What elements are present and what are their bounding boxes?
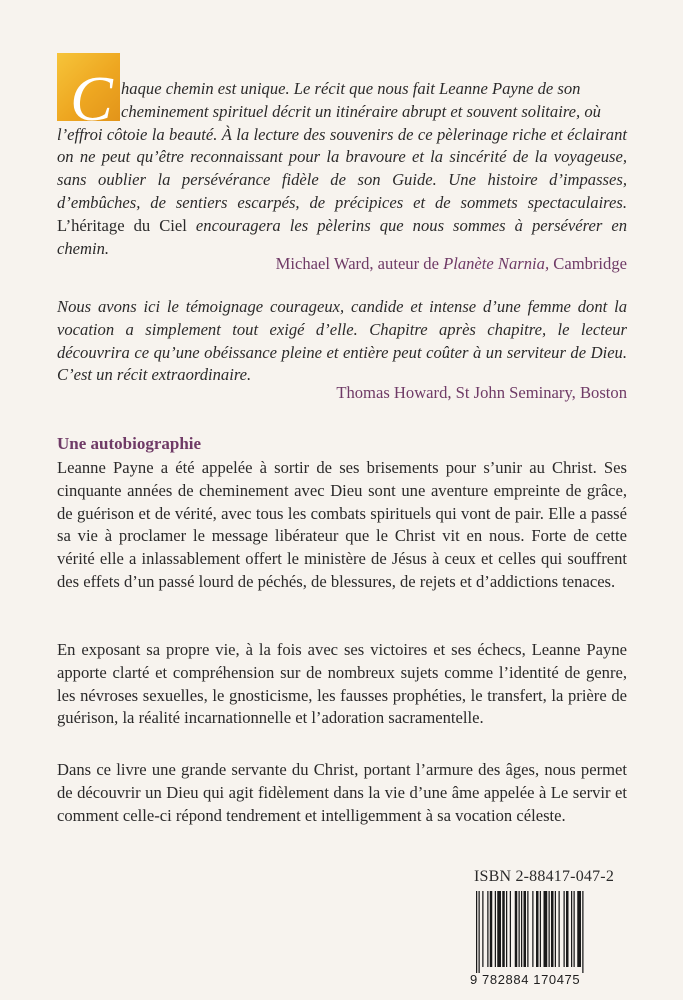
quote-ward-body: l’effroi côtoie la beauté. À la lecture des souvenirs de ce pèlerinage riche et éclairant on ne peut qu’être reconnaissant pour la bravoure et la sincérité de la voyageuse, sans oublier la persévérance fidèle de son Guide. Une histoire d’impasses, d’embûches, de sentiers escarpés, de précipices et de sommets spectaculaires. (57, 124, 627, 212)
paragraph-3-text: Dans ce livre une grande servante du Christ, portant l’armure des âges, nous permet de découvrir un Dieu qui agit fidèlement dans la vie d’une âme appelée à Le servir et comment celle-ci répond tendrement et intelligemment à sa vocation céleste. (57, 760, 627, 825)
paragraph-2 (57, 639, 627, 730)
barcode-digits: 9 782884 170475 (470, 972, 581, 987)
quote-ward-line2: cheminement spirituel décrit un itinéraire abrupt et souvent solitaire, où (121, 101, 601, 121)
paragraph-2-text: En exposant sa propre vie, à la fois avec ses victoires et ses échecs, Leanne Payne apporte clarté et compréhension sur de nombreux sujets comme l’identité de genre, les névroses sexuelles, le gnosticisme, les fausses prophéties, le transfert, la prière de guérison, la réalité incarnationnelle et l’adoration sacramentelle. (57, 640, 627, 728)
attribution-ward-suffix: Cambridge (549, 254, 627, 273)
paragraph-1-text: Leanne Payne a été appelée à sortir de ses brisements pour s’unir au Christ. Ses cinquante années de cheminement avec Dieu sont une aventure empreinte de grâce, de guérison et de vérité, avec tous les combats spirituels qui vont de pair. Elle a passé sa vie à proclamer le message libérateur que le Christ vit en nous. Forte de cette vérité elle a inlassablement offert le ministère de Jésus à ceux et celles qui souffrent des effets d’un passé lourd de péchés, de blessures, de rejets et d’addictions tenaces. (57, 458, 627, 591)
attribution-ward-prefix: Michael Ward, auteur de (275, 254, 444, 273)
quote-howard (57, 296, 627, 387)
attribution-ward-book: Planète Narnia, (443, 254, 550, 273)
paragraph-3 (57, 759, 627, 827)
attribution-ward (276, 254, 627, 274)
book-title-inline: L’héritage du Ciel (57, 215, 196, 235)
attribution-howard: Thomas Howard, St John Seminary, Boston (336, 383, 627, 402)
paragraph-1 (57, 457, 627, 594)
isbn-number: ISBN 2-88417-047-2 (474, 868, 615, 885)
dropcap-letter: C (70, 63, 113, 121)
quote-ward-ending: encouragera les pèlerins que nous sommes à persévérer en chemin. (57, 215, 627, 258)
barcode (474, 891, 625, 973)
quote-howard-text: Nous avons ici le témoignage courageux, candide et intense d’une femme dont la vocation a simplement tout exigé d’elle. Chapitre après chapitre, le lecteur découvrira ce qu’une obéissance pleine et entière peut coûter à un serviteur de Dieu. C’est un récit extraordinaire. (57, 297, 627, 385)
quote-ward-line1: haque chemin est unique. Le récit que nous fait Leanne Payne de son (121, 79, 581, 98)
section-title: Une autobiographie (57, 434, 202, 453)
quote-ward (57, 78, 627, 260)
